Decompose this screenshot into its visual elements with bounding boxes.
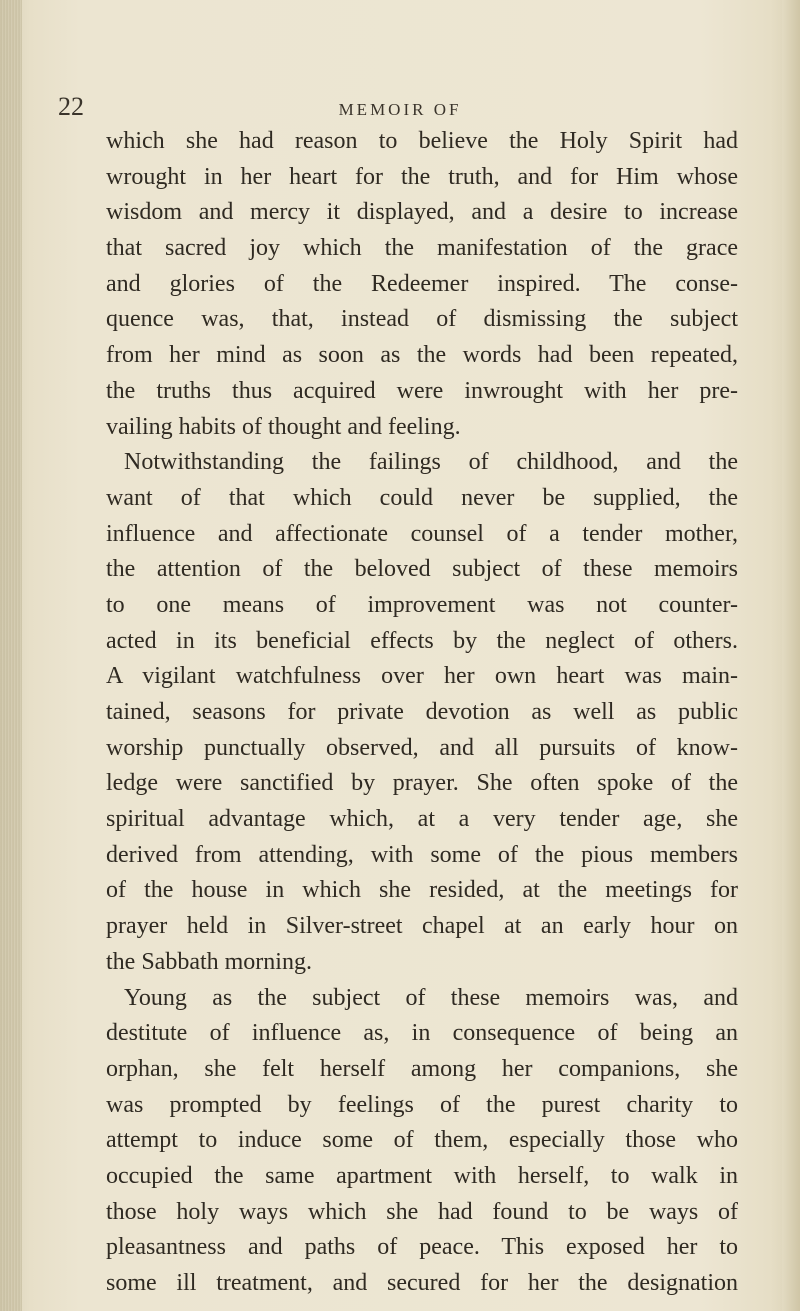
paragraph-start-line: Young as the subject of these memoirs was, and (124, 984, 738, 1011)
text-line: the attention of the beloved subject of these memoirs (106, 556, 738, 583)
text-line: quence was, that, instead of dismissing the subject (106, 306, 738, 333)
text-line: and glories of the Redeemer inspired. The conse- (106, 270, 738, 297)
text-line: ledge were sanctified by prayer. She often spoke of the (106, 770, 738, 797)
text-line: tained, seasons for private devotion as well as public (106, 699, 738, 725)
text-line: those holy ways which she had found to be ways of (106, 1198, 738, 1225)
text-line: vailing habits of thought and feeling. (106, 413, 461, 440)
text-line: the Sabbath morning. (106, 948, 312, 975)
text-line: was prompted by feelings of the purest charity to (106, 1091, 738, 1118)
text-line: some ill treatment, and secured for her the designation (106, 1270, 738, 1296)
body-text (106, 124, 738, 1302)
text-line: worship punctually observed, and all pursuits of know- (106, 734, 738, 761)
text-line: occupied the same apartment with herself, to walk in (106, 1162, 738, 1189)
text-line: acted in its beneficial effects by the neglect of others. (106, 627, 738, 654)
text-line: spiritual advantage which, at a very tender age, she (106, 806, 738, 833)
binding-edge (0, 0, 22, 1311)
text-line: prayer held in Silver-street chapel at an early hour on (106, 913, 738, 940)
text-line: orphan, she felt herself among her companions, she (106, 1055, 738, 1082)
paragraph-start-line: Notwithstanding the failings of childhood, and the (124, 449, 738, 476)
text-line: want of that which could never be supplied, the (106, 484, 738, 511)
running-head: MEMOIR OF (338, 100, 462, 119)
text-line: A vigilant watchfulness over her own heart was main- (106, 663, 738, 690)
text-line: derived from attending, with some of the pious members (106, 841, 738, 868)
text-line: destitute of influence as, in consequence of being an (106, 1020, 738, 1047)
text-line: influence and affectionate counsel of a tender mother, (106, 520, 738, 547)
text-line: the truths thus acquired were inwrought with her pre- (106, 377, 738, 404)
page-edge (782, 0, 800, 1311)
text-line: which she had reason to believe the Holy Spirit had (106, 128, 738, 154)
text-line: that sacred joy which the manifestation of the grace (106, 235, 738, 262)
text-line: wrought in her heart for the truth, and for Him whose (106, 163, 738, 190)
page-number: 22 (58, 92, 84, 121)
text-line: pleasantness and paths of peace. This exposed her to (106, 1234, 738, 1261)
text-line: of the house in which she resided, at the meetings for (106, 877, 738, 904)
text-line: wisdom and mercy it displayed, and a desire to increase (106, 199, 738, 226)
text-line: attempt to induce some of them, especially those who (106, 1127, 738, 1154)
text-line: from her mind as soon as the words had been repeated, (106, 342, 738, 369)
text-line: to one means of improvement was not counter- (106, 591, 738, 618)
